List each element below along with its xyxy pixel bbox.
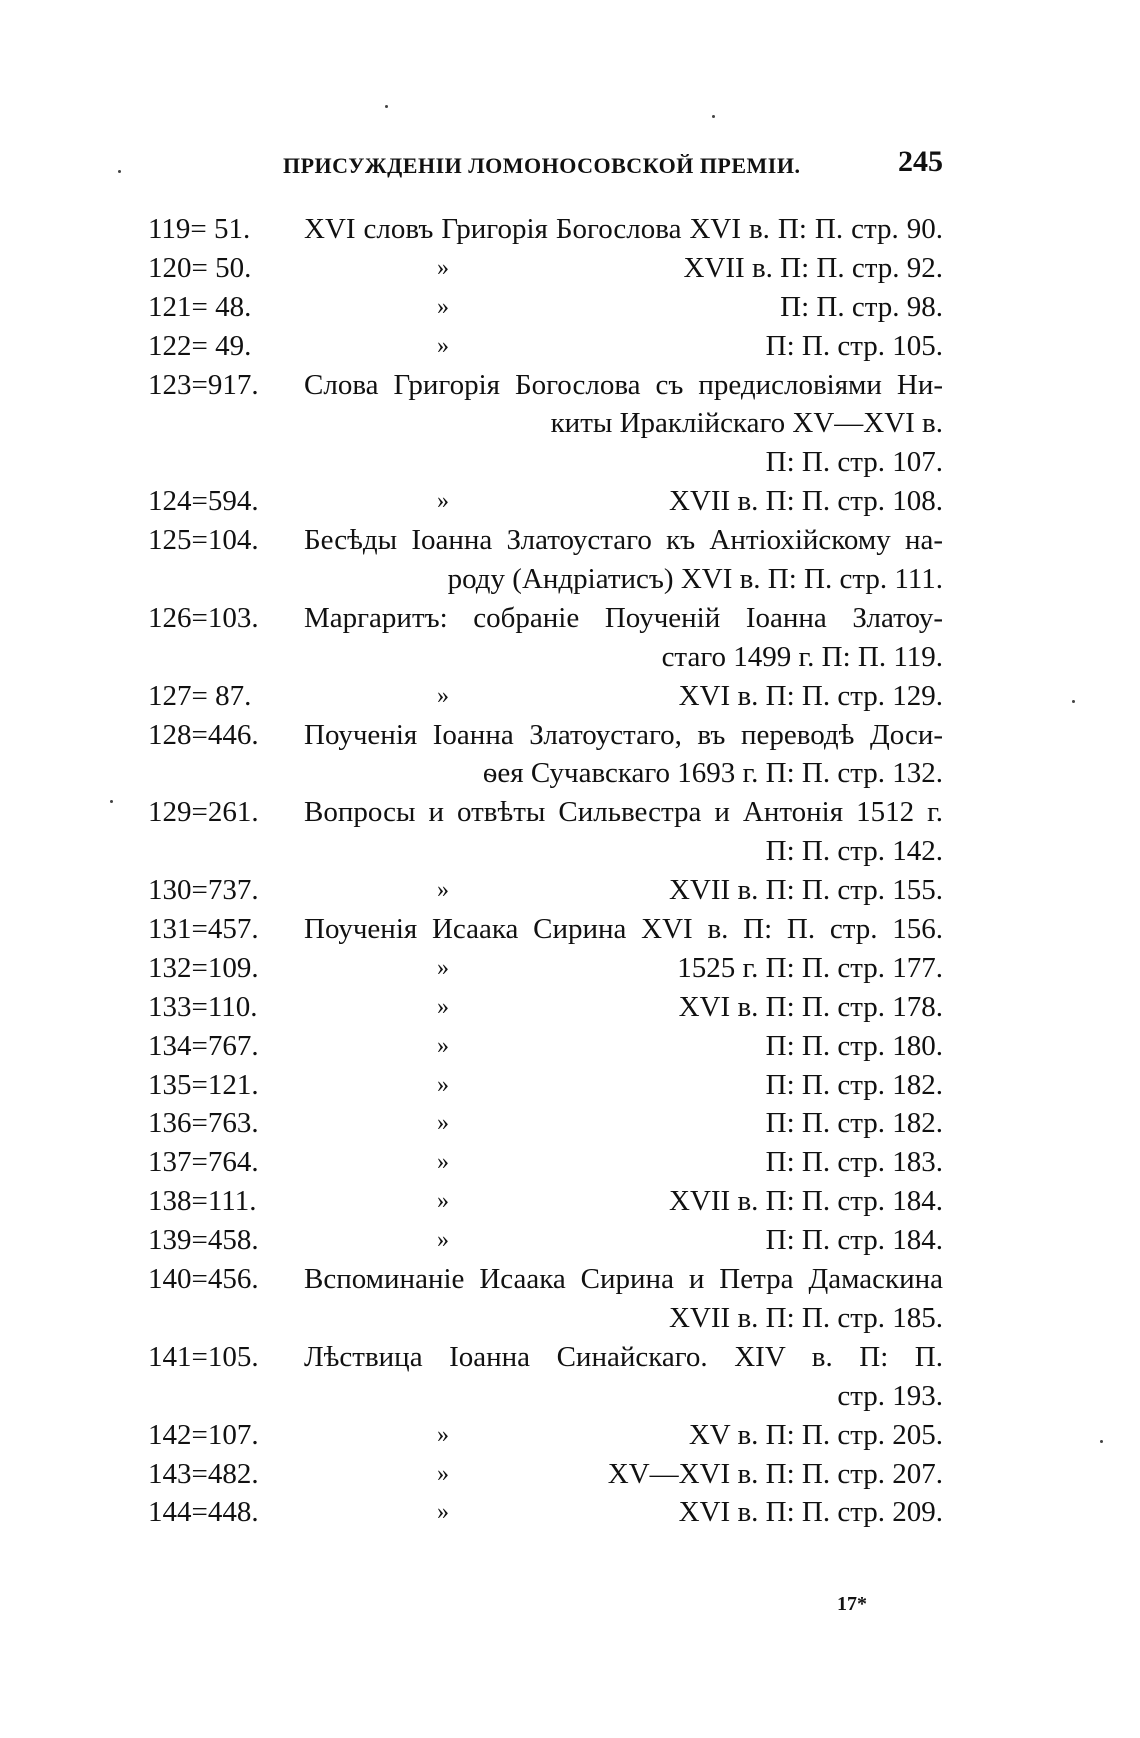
running-title: ПРИСУЖДЕНІИ ЛОМОНОСОВСКОЙ ПРЕМІИ. [283,153,801,178]
entry-number: 120= 50. [148,251,252,284]
entry-number: 127= 87. [148,679,252,712]
entry-description: Поученія Исаака Сирина XVI в. П: П. стр. 156. [304,913,943,946]
entry-line [148,910,943,949]
entry-line [148,288,943,327]
entry-reference: П: П. стр. 184. [765,1224,943,1257]
scan-speck [1100,1440,1103,1443]
entry-number: 130=737. [148,874,259,907]
entry-number: 122= 49. [148,329,252,362]
entry-description: Вспоминаніе Исаака Сирина и Петра Дамаскина [304,1263,943,1296]
entry-reference: XVI в. П: П. стр. 209. [678,1496,943,1529]
entry-continuation: ѳея Сучавскаго 1693 г. П: П. стр. 132. [482,757,943,790]
entry-continuation: роду (Андріатисъ) XVI в. П: П. стр. 111. [447,563,943,596]
entry-number: 134=767. [148,1029,259,1062]
entry-line [148,677,943,716]
entry-reference: П: П. стр. 180. [765,1029,943,1062]
entry-number: 139=458. [148,1224,259,1257]
entry-reference: П: П. стр. 182. [765,1068,943,1101]
entry-number: 133=110. [148,990,258,1023]
ditto-mark: » [437,1032,449,1059]
entry-number: 135=121. [148,1068,259,1101]
ditto-mark: » [437,1110,449,1137]
entry-line [148,949,943,988]
entry-number: 132=109. [148,951,259,984]
entry-line [148,1493,943,1532]
entry-line [148,249,943,288]
entry-line [148,1182,943,1221]
scan-speck [118,170,121,173]
entry-line [148,1066,943,1105]
entry-number: 138=111. [148,1185,257,1218]
entry-description: Маргаритъ: собраніе Поученій Іоанна Златоу- [304,601,943,634]
entry-reference: П: П. стр. 183. [765,1146,943,1179]
entry-number: 123=917. [148,368,259,401]
entry-line [148,366,943,405]
entry-line [148,482,943,521]
entry-number: 140=456. [148,1263,259,1296]
entry-number: 131=457. [148,913,259,946]
ditto-mark: » [437,1188,449,1215]
entry-continuation: стр. 193. [837,1379,943,1412]
entry-line [148,599,943,638]
entry-continuation: П: П. стр. 142. [765,835,943,868]
entry-line [148,1104,943,1143]
entry-reference: XVII в. П: П. стр. 155. [669,874,943,907]
entry-reference: П: П. стр. 105. [765,329,943,362]
entry-number: 144=448. [148,1496,259,1529]
ditto-mark: » [437,1227,449,1254]
entry-reference: 1525 г. П: П. стр. 177. [677,951,943,984]
entry-description: Бесѣды Іоанна Златоустаго къ Антіохійскому на- [304,524,943,557]
entry-number: 142=107. [148,1418,259,1451]
entry-line [148,871,943,910]
scan-speck [712,115,715,118]
ditto-mark: » [437,1421,449,1448]
entry-description: Вопросы и отвѣты Сильвестра и Антонія 1512 г. [304,796,943,829]
entry-line [148,793,943,832]
entry-description: Слова Григорія Богослова съ предисловіями Ни- [304,368,943,401]
entry-number: 121= 48. [148,290,252,323]
entry-number: 124=594. [148,485,259,518]
entry-line [148,716,943,755]
entry-description: Лѣствица Іоанна Синайскаго. XIV в. П: П. [304,1340,943,1373]
entry-continuation: стаго 1499 г. П: П. 119. [661,640,943,673]
entry-line [148,754,943,793]
ditto-mark: » [437,488,449,515]
scan-speck [110,800,113,803]
entry-list [148,210,943,1532]
ditto-mark: » [437,254,449,281]
ditto-mark: » [437,954,449,981]
entry-reference: XVII в. П: П. стр. 92. [683,251,943,284]
ditto-mark: » [437,877,449,904]
entry-number: 126=103. [148,601,259,634]
entry-line [148,1338,943,1377]
page-number: 245 [898,145,943,178]
entry-line [148,1455,943,1494]
entry-line [148,1260,943,1299]
entry-number: 143=482. [148,1457,259,1490]
scan-speck [1072,700,1075,703]
entry-number: 119= 51. [148,213,251,245]
ditto-mark: » [437,1149,449,1176]
entry-number: 141=105. [148,1340,259,1373]
ditto-mark: » [437,1460,449,1487]
entry-description: XVI словъ Григорія Богослова XVI в. П: П. стр. 90. [304,213,943,245]
entry-line [148,1377,943,1416]
entry-reference: П: П. стр. 98. [780,290,943,323]
ditto-mark: » [437,332,449,359]
entry-reference: XV—XVI в. П: П. стр. 207. [607,1457,943,1490]
entry-reference: XVII в. П: П. стр. 184. [669,1185,943,1218]
ditto-mark: » [437,682,449,709]
entry-number: 136=763. [148,1107,259,1140]
entry-reference: П: П. стр. 182. [765,1107,943,1140]
entry-line [148,988,943,1027]
entry-reference: XVI в. П: П. стр. 178. [678,990,943,1023]
page-header [148,145,943,185]
ditto-mark: » [437,1071,449,1098]
entry-number: 125=104. [148,524,259,557]
entry-line [148,638,943,677]
entry-number: 129=261. [148,796,259,829]
entry-line [148,1027,943,1066]
entry-line [148,1299,943,1338]
entry-line [148,1221,943,1260]
scan-speck [385,105,388,108]
ditto-mark: » [437,1499,449,1526]
entry-line [148,521,943,560]
entry-line [148,404,943,443]
ditto-mark: » [437,293,449,320]
entry-line [148,560,943,599]
entry-reference: XVII в. П: П. стр. 108. [669,485,943,518]
entry-line [148,1416,943,1455]
signature-mark: 17* [837,1593,867,1615]
entry-continuation: XVII в. П: П. стр. 185. [669,1301,943,1334]
entry-line [148,210,943,249]
entry-number: 128=446. [148,718,259,751]
entry-line [148,832,943,871]
entry-description: Поученія Іоанна Златоустаго, въ переводѣ Доси- [304,718,943,751]
entry-line [148,443,943,482]
entry-reference: XV в. П: П. стр. 205. [688,1418,943,1451]
entry-continuation: П: П. стр. 107. [765,446,943,479]
entry-line [148,1143,943,1182]
entry-line [148,327,943,366]
entry-reference: XVI в. П: П. стр. 129. [678,679,943,712]
entry-continuation: киты Ираклійскаго XV—XVI в. [550,407,943,440]
entry-number: 137=764. [148,1146,259,1179]
ditto-mark: » [437,993,449,1020]
